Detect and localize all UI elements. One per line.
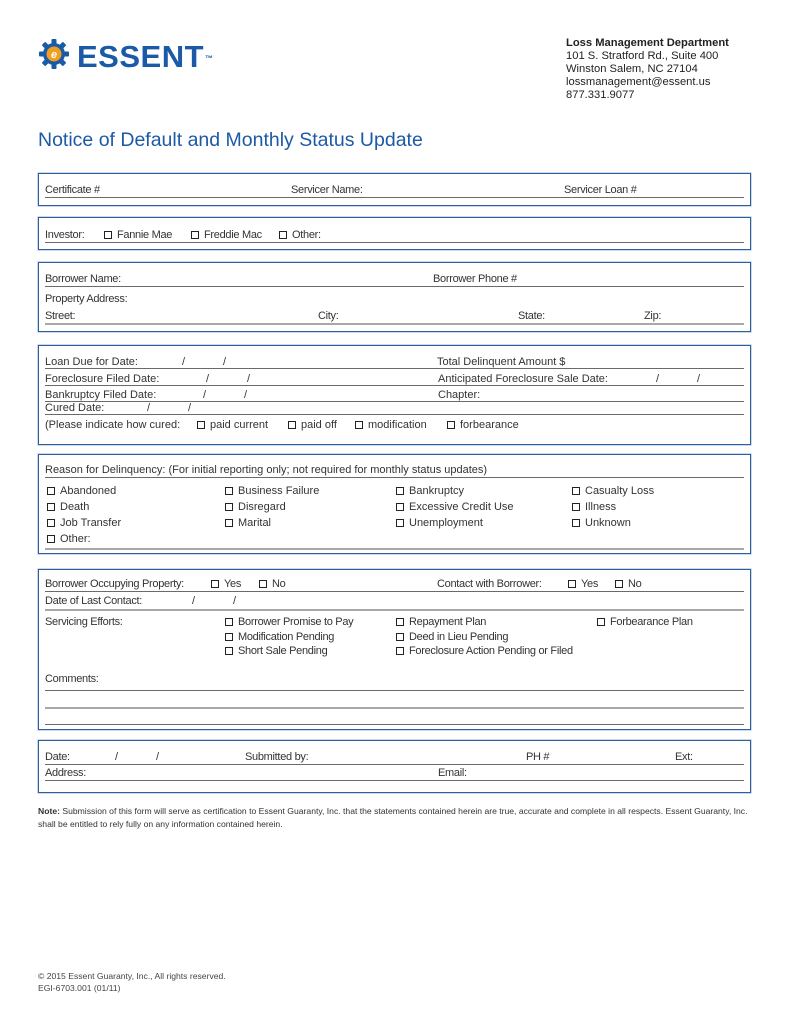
address-line[interactable] bbox=[45, 323, 744, 325]
investor-other[interactable]: Other: bbox=[279, 229, 321, 241]
checkbox[interactable] bbox=[191, 231, 199, 239]
effort-forbearance-plan[interactable]: Forbearance Plan bbox=[597, 616, 693, 628]
cured-date-label: Cured Date: bbox=[45, 402, 105, 414]
address-line-2: Winston Salem, NC 27104 bbox=[566, 63, 698, 75]
submitted-by-label: Submitted by: bbox=[245, 751, 309, 763]
certificate-label: Certificate # bbox=[45, 184, 100, 196]
delinquency-heading: Reason for Delinquency: (For initial reporting only; not required for monthly status updates) bbox=[45, 464, 488, 476]
total-delinquent-label: Total Delinquent Amount $ bbox=[437, 356, 566, 368]
form-title: Notice of Default and Monthly Status Update bbox=[38, 129, 423, 151]
svg-text:e: e bbox=[50, 49, 58, 61]
comments-line-2[interactable] bbox=[45, 707, 744, 709]
other-reason-line[interactable] bbox=[45, 548, 744, 550]
effort-foreclosure-action[interactable]: Foreclosure Action Pending or Filed bbox=[396, 645, 573, 657]
reason-death[interactable]: Death bbox=[47, 501, 89, 513]
anticipated-sale-label: Anticipated Foreclosure Sale Date: bbox=[438, 373, 608, 385]
checkbox[interactable] bbox=[47, 487, 55, 495]
occupying-label: Borrower Occupying Property: bbox=[45, 578, 184, 590]
checkbox[interactable] bbox=[597, 618, 605, 626]
footer bbox=[38, 970, 226, 994]
checkbox[interactable] bbox=[615, 580, 623, 588]
cured-paid-off[interactable]: paid off bbox=[288, 419, 337, 431]
investor-label: Investor: bbox=[45, 229, 85, 241]
checkbox[interactable] bbox=[396, 618, 404, 626]
reason-abandoned[interactable]: Abandoned bbox=[47, 485, 116, 497]
checkbox[interactable] bbox=[225, 503, 233, 511]
checkbox[interactable] bbox=[396, 633, 404, 641]
ph-label: PH # bbox=[526, 751, 550, 763]
checkbox[interactable] bbox=[47, 535, 55, 543]
reason-unknown[interactable]: Unknown bbox=[572, 517, 631, 529]
checkbox[interactable] bbox=[396, 519, 404, 527]
contact-email: lossmanagement@essent.us bbox=[566, 76, 711, 88]
checkbox[interactable] bbox=[396, 503, 404, 511]
cured-prompt: (Please indicate how cured: bbox=[45, 419, 181, 431]
gear-e-icon bbox=[38, 38, 70, 75]
checkbox[interactable] bbox=[572, 487, 580, 495]
comments-line-1[interactable] bbox=[45, 690, 744, 691]
checkbox[interactable] bbox=[355, 421, 363, 429]
comments-label: Comments: bbox=[45, 673, 99, 685]
checkbox[interactable] bbox=[288, 421, 296, 429]
contact-no[interactable]: No bbox=[615, 578, 641, 590]
department-name: Loss Management Department bbox=[566, 37, 729, 49]
loan-due-date-label: Loan Due for Date: bbox=[45, 356, 138, 368]
zip-label: Zip: bbox=[644, 310, 662, 322]
borrower-name-line[interactable] bbox=[45, 286, 744, 287]
reason-other[interactable]: Other: bbox=[47, 533, 91, 545]
brand-name: ESSENT™ bbox=[77, 38, 214, 74]
reason-marital[interactable]: Marital bbox=[225, 517, 271, 529]
effort-deed-in-lieu[interactable]: Deed in Lieu Pending bbox=[396, 631, 508, 643]
checkbox[interactable] bbox=[225, 647, 233, 655]
reason-excessive-credit[interactable]: Excessive Credit Use bbox=[396, 501, 514, 513]
effort-repayment-plan[interactable]: Repayment Plan bbox=[396, 616, 486, 628]
email-label: Email: bbox=[438, 767, 467, 779]
submission-line-2[interactable] bbox=[45, 780, 744, 781]
checkbox[interactable] bbox=[279, 231, 287, 239]
contact-block bbox=[566, 37, 729, 102]
effort-promise-to-pay[interactable]: Borrower Promise to Pay bbox=[225, 616, 353, 628]
checkbox[interactable] bbox=[396, 487, 404, 495]
investor-input-line[interactable] bbox=[45, 242, 744, 243]
identifiers-input-line[interactable] bbox=[45, 197, 744, 198]
chapter-label: Chapter: bbox=[438, 389, 481, 401]
state-label: State: bbox=[518, 310, 545, 322]
identifiers-section bbox=[38, 173, 751, 206]
cured-modification[interactable]: modification bbox=[355, 419, 427, 431]
checkbox[interactable] bbox=[572, 503, 580, 511]
checkbox[interactable] bbox=[259, 580, 267, 588]
investor-freddie-mac[interactable]: Freddie Mac bbox=[191, 229, 262, 241]
checkbox[interactable] bbox=[47, 503, 55, 511]
last-contact-line[interactable] bbox=[45, 609, 744, 611]
occupying-line bbox=[45, 591, 744, 592]
reason-unemployment[interactable]: Unemployment bbox=[396, 517, 483, 529]
reason-illness[interactable]: Illness bbox=[572, 501, 616, 513]
effort-short-sale-pending[interactable]: Short Sale Pending bbox=[225, 645, 327, 657]
certification-note: Note: Submission of this form will serve as certification to Essent Guaranty, Inc. that the statements contained herein are true, accurate and complete in all respects. Essent Guaranty, Inc. shall be entitled to rely fully on any information contained herein. bbox=[38, 806, 748, 829]
reason-business-failure[interactable]: Business Failure bbox=[225, 485, 319, 497]
contact-phone: 877.331.9077 bbox=[566, 89, 635, 101]
checkbox[interactable] bbox=[447, 421, 455, 429]
reason-bankruptcy[interactable]: Bankruptcy bbox=[396, 485, 464, 497]
reason-casualty-loss[interactable]: Casualty Loss bbox=[572, 485, 654, 497]
efforts-label: Servicing Efforts: bbox=[45, 616, 123, 628]
servicer-loan-label: Servicer Loan # bbox=[564, 184, 637, 196]
investor-section bbox=[38, 217, 751, 250]
submission-section: Date: / / Submitted by: PH # Ext: Address: Email: bbox=[38, 740, 751, 793]
reason-job-transfer[interactable]: Job Transfer bbox=[47, 517, 121, 529]
bankruptcy-filed-label: Bankruptcy Filed Date: bbox=[45, 389, 157, 401]
checkbox[interactable] bbox=[568, 580, 576, 588]
contact-label: Contact with Borrower: bbox=[437, 578, 542, 590]
comments-line-3[interactable] bbox=[45, 724, 744, 725]
foreclosure-filed-label: Foreclosure Filed Date: bbox=[45, 373, 160, 385]
checkbox[interactable] bbox=[225, 633, 233, 641]
borrower-name-label: Borrower Name: bbox=[45, 273, 121, 285]
checkbox[interactable] bbox=[225, 618, 233, 626]
loan-status-section: Loan Due for Date: / / Total Delinquent Amount $ Foreclosure Filed Date: / / Anticipated Foreclosure Sale Date: / / Bankruptcy Filed Date: / / Chapter: Cured Date: / / (Please indicate how cured: paid current paid off modification forbearance bbox=[38, 345, 751, 445]
ext-label: Ext: bbox=[675, 751, 693, 763]
address-label: Address: bbox=[45, 767, 87, 779]
borrower-section bbox=[38, 262, 751, 332]
borrower-phone-label: Borrower Phone # bbox=[433, 273, 517, 285]
essent-logo bbox=[38, 38, 214, 75]
investor-fannie-mae[interactable]: Fannie Mae bbox=[104, 229, 172, 241]
cured-paid-current[interactable]: paid current bbox=[197, 419, 268, 431]
checkbox[interactable] bbox=[47, 519, 55, 527]
checkbox[interactable] bbox=[396, 647, 404, 655]
servicer-name-label: Servicer Name: bbox=[291, 184, 363, 196]
form-id: EGI-6703.001 (01/11) bbox=[38, 983, 121, 993]
checkbox[interactable] bbox=[211, 580, 219, 588]
checkbox[interactable] bbox=[225, 519, 233, 527]
date-label: Date: bbox=[45, 751, 70, 763]
occupying-yes[interactable]: Yes bbox=[211, 578, 241, 590]
address-line-1: 101 S. Stratford Rd., Suite 400 bbox=[566, 50, 719, 62]
servicing-section: Borrower Occupying Property: Yes No Contact with Borrower: Yes No Date of Last Contact: / / Servicing Efforts: Borrower Promise to Pay Modification Pending Short Sale Pending Repayment Plan Deed in Lieu Pending Foreclosure Action Pending or Filed Forbearance Plan Comments: bbox=[38, 569, 751, 730]
divider bbox=[45, 477, 744, 478]
last-contact-label: Date of Last Contact: bbox=[45, 595, 143, 607]
cured-forbearance[interactable]: forbearance bbox=[447, 419, 519, 431]
street-label: Street: bbox=[45, 310, 76, 322]
checkbox[interactable] bbox=[572, 519, 580, 527]
city-label: City: bbox=[318, 310, 339, 322]
loan-due-line[interactable] bbox=[45, 368, 744, 369]
checkbox[interactable] bbox=[225, 487, 233, 495]
copyright: © 2015 Essent Guaranty, Inc., All rights reserved. bbox=[38, 971, 226, 981]
checkbox[interactable] bbox=[197, 421, 205, 429]
reason-disregard[interactable]: Disregard bbox=[225, 501, 286, 513]
property-address-label: Property Address: bbox=[45, 293, 128, 305]
effort-modification-pending[interactable]: Modification Pending bbox=[225, 631, 334, 643]
submission-line-1[interactable] bbox=[45, 764, 744, 765]
foreclosure-line[interactable] bbox=[45, 385, 744, 386]
contact-yes[interactable]: Yes bbox=[568, 578, 598, 590]
cured-date-line[interactable] bbox=[45, 414, 744, 415]
occupying-no[interactable]: No bbox=[259, 578, 285, 590]
delinquency-section bbox=[38, 454, 751, 554]
checkbox[interactable] bbox=[104, 231, 112, 239]
